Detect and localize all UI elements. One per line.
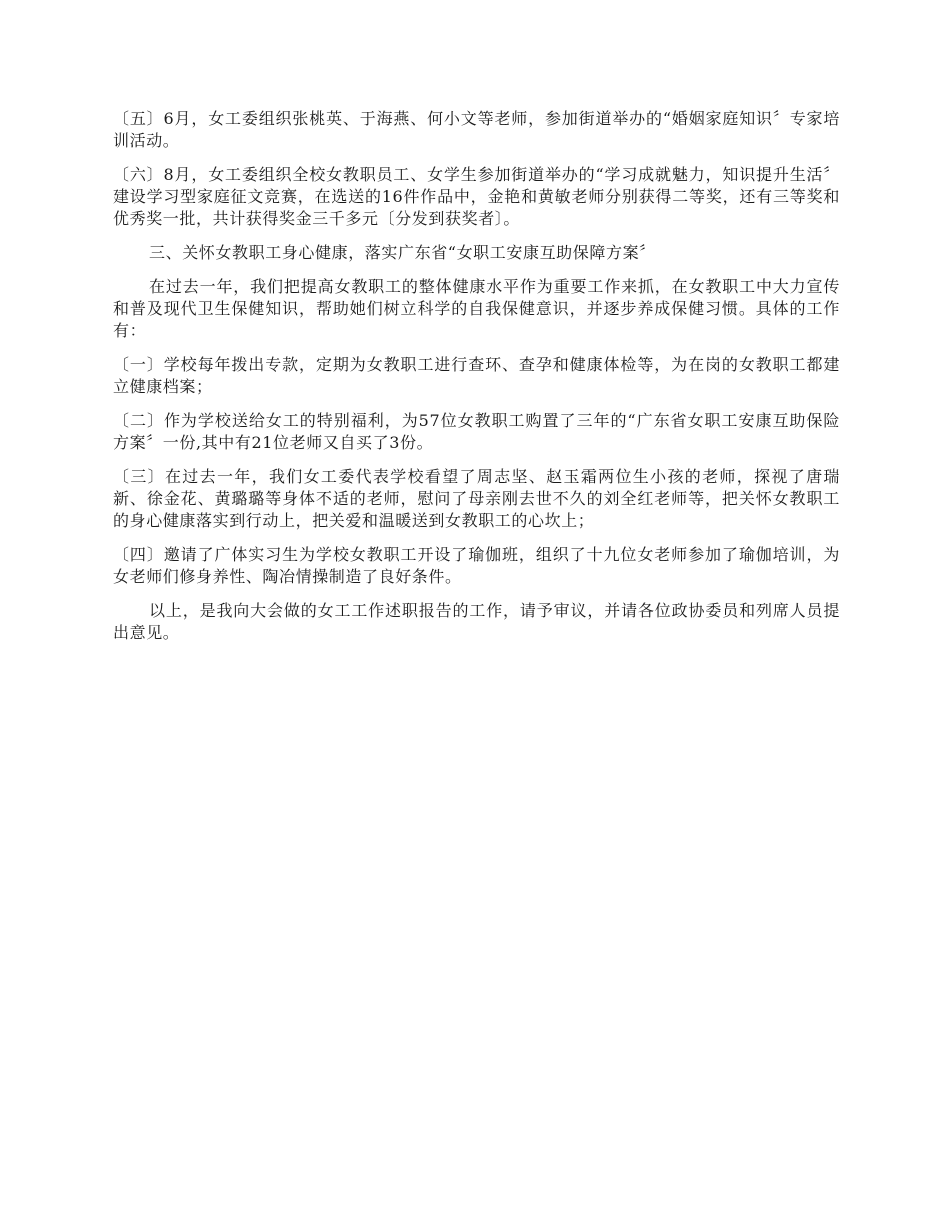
paragraph-item-6: 〔六〕8月，女工委组织全校女教职员工、女学生参加街道举办的“学习成就魅力，知识提升生活〞建设学习型家庭征文竞赛，在选送的16件作品中，金艳和黄敏老师分别获得二等奖，还有三等奖和优秀奖一批，共计获得奖金三千多元〔分发到获奖者〕。 xyxy=(113,165,840,228)
document-body xyxy=(113,108,840,656)
paragraph-health-4: 〔四〕邀请了广体实习生为学校女教职工开设了瑜伽班，组织了十九位女老师参加了瑜伽培训，为女老师们修身养性、陶冶情操制造了良好条件。 xyxy=(113,545,840,586)
section-heading: 三、关怀女教职工身心健康，落实广东省“女职工安康互助保障方案〞 xyxy=(149,243,656,262)
closing-paragraph: 以上，是我向大会做的女工工作述职报告的工作，请予审议，并请各位政协委员和列席人员提出意见。 xyxy=(113,601,840,642)
paragraph-health-3: 〔三〕在过去一年，我们女工委代表学校看望了周志坚、赵玉霜两位生小孩的老师，探视了唐瑞新、徐金花、黄璐璐等身体不适的老师，慰问了母亲刚去世不久的刘全红老师等，把关怀女教职工的身心健康落实到行动上，把关爱和温暖送到女教职工的心坎上； xyxy=(113,467,840,530)
paragraph-health-2: 〔二〕作为学校送给女工的特别福利，为57位女教职工购置了三年的“广东省女职工安康互助保险方案〞一份,其中有21位老师又自买了3份。 xyxy=(113,411,840,452)
paragraph-health-1: 〔一〕学校每年拨出专款，定期为女教职工进行查环、查孕和健康体检等，为在岗的女教职工都建立健康档案； xyxy=(113,355,840,396)
paragraph-item-5: 〔五〕6月，女工委组织张桃英、于海燕、何小文等老师，参加街道举办的“婚姻家庭知识〞专家培训活动。 xyxy=(113,109,840,150)
section-intro-paragraph: 在过去一年，我们把提高女教职工的整体健康水平作为重要工作来抓，在女教职工中大力宣传和普及现代卫生保健知识，帮助她们树立科学的自我保健意识，并逐步养成保健习惯。具体的工作有： xyxy=(113,277,840,340)
